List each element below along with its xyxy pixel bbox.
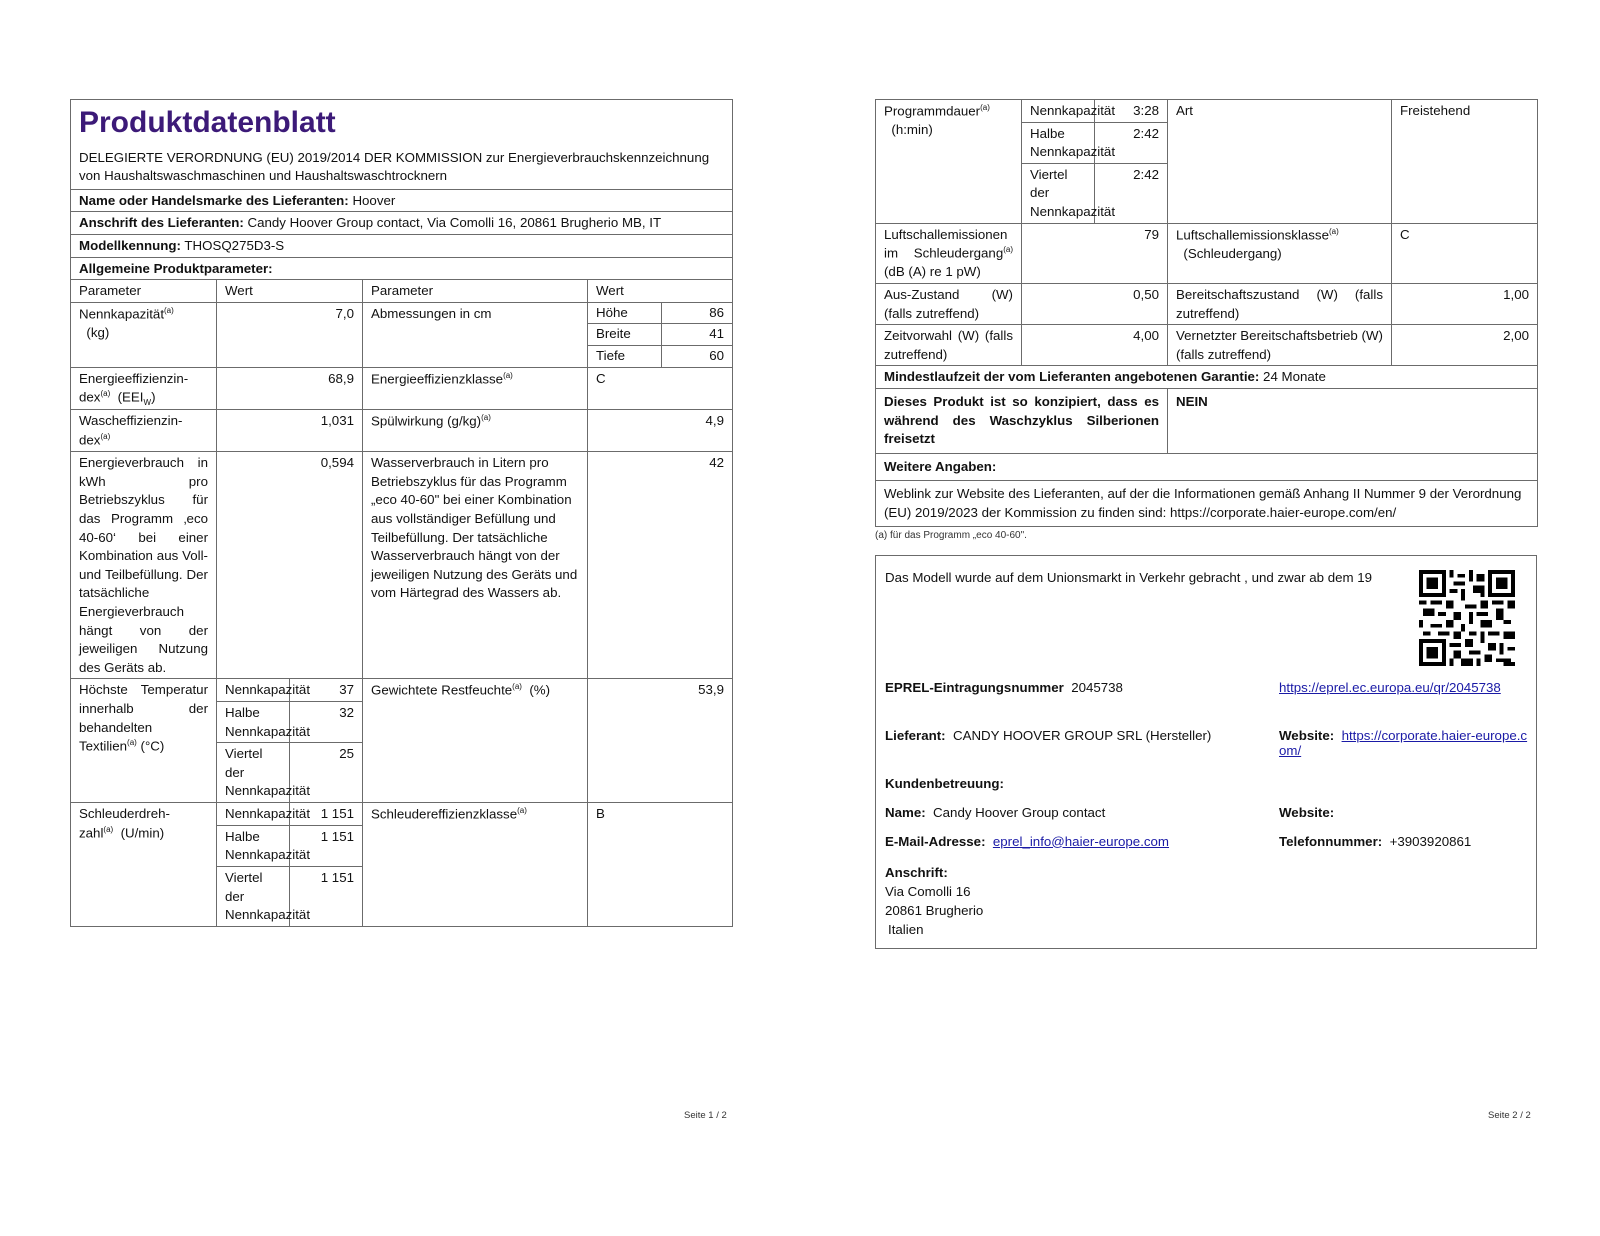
cs-phone: +3903920861 [1389, 833, 1472, 849]
supplier-name-label: Name oder Handelsmarke des Lieferanten: [79, 192, 349, 208]
duration-half-label: Halbe Nennkapazität [1022, 122, 1095, 163]
width-label: Breite [588, 324, 662, 346]
silver-ions-value: NEIN [1168, 388, 1538, 453]
energy-consumption-value: 0,594 [217, 452, 363, 679]
water-consumption-label: Wasserverbrauch in Litern pro Betriebszyklus für das Programm „eco 40-60" bei einer Kombination aus vollständiger Befüllung und Teilbefüllung. Der tatsächliche Wasserverbrauch hängt von der jeweiligen Nutzung des Geräts und vom Härtegrad des Wassers ab. [363, 452, 588, 679]
noise-class-label: Luftschallemissionsklasse$^{(a)}$ (Schleudergang) [1168, 223, 1392, 283]
noise-class-value: C [1392, 223, 1538, 283]
supplier-weblink-text: Weblink zur Website des Lieferanten, auf der die Informationen gemäß Anhang II Nummer 9 der Verordnung (EU) 2019/2023 der Kommission zu finden sind: https://corporate.haier-europe.com/en/ [876, 481, 1538, 526]
website-label: Website: [1279, 727, 1335, 743]
guarantee-label: Mindestlaufzeit der vom Lieferanten angebotenen Garantie: [884, 369, 1260, 385]
delay-start-label: Zeitvorwahl (W) (falls zutreffend) [876, 325, 1022, 366]
load-quarter-label: Viertel der Nennkapazität [217, 743, 290, 803]
energy-class-label: Energieeffizienzklasse$^{(a)}$ [363, 367, 588, 410]
cs-name-row [885, 805, 1105, 820]
temp-full-value: 37 [290, 679, 363, 702]
cs-email-label: E-Mail-Adresse: [885, 833, 986, 849]
supplier-address: Candy Hoover Group contact, Via Comolli 16, 20861 Brugherio MB, IT [247, 215, 662, 231]
eprel-info-box [875, 555, 1537, 949]
rated-capacity-value: 7,0 [217, 302, 363, 367]
page-2 [875, 99, 1537, 949]
duration-full-label: Nennkapazität [1022, 100, 1095, 123]
cs-phone-row [1279, 834, 1471, 849]
page-1 [70, 99, 732, 927]
cs-phone-label: Telefonnummer: [1279, 833, 1383, 849]
qr-code-icon [1419, 570, 1515, 666]
duration-quarter-value: 2:42 [1095, 163, 1168, 223]
spin-load-full-label: Nennkapazität [217, 803, 290, 826]
rinsing-value: 4,9 [588, 410, 733, 452]
washing-index-label: Wascheffizienzin- dex$^{(a)}$ [71, 410, 217, 452]
regulation-text: DELEGIERTE VERORDNUNG (EU) 2019/2014 DER KOMMISSION zur Energieverbrauchskennzeichnung von Haushaltswaschmaschinen und Haushaltswaschtrocknern [79, 149, 710, 184]
energy-consumption-label: Energieverbrauch in kWh pro Betriebszyklus für das Programm ‚eco 40-60‘ bei einer Kombination aus Voll- und Teilbefüllung. Der tatsächliche Energieverbrauch hängt von der jeweiligen Nutzung des Geräts ab. [71, 452, 217, 679]
footnote: (a) für das Programm „eco 40-60". [875, 529, 1027, 541]
water-consumption-value: 42 [588, 452, 733, 679]
network-standby-label: Vernetzter Bereitschaftsbetrieb (W) (falls zutreffend) [1168, 325, 1392, 366]
spin-quarter-value: 1 151 [290, 866, 363, 926]
cs-name-label: Name: [885, 804, 926, 820]
max-temperature-label: Höchste Temperatur innerhalb der behandelten Textilien$^{(a)}$ (°C) [71, 679, 217, 803]
page-2-footer: Seite 2 / 2 [1488, 1110, 1531, 1121]
product-data-table-2 [875, 99, 1538, 527]
duration-label: Programmdauer$^{(a)}$ (h:min) [876, 100, 1022, 224]
energy-class-value: C [588, 367, 733, 410]
spin-load-half-label: Halbe Nennkapazität [217, 825, 290, 866]
washing-index-value: 1,031 [217, 410, 363, 452]
eei-value: 68,9 [217, 367, 363, 410]
spin-half-value: 1 151 [290, 825, 363, 866]
type-label: Art [1168, 100, 1392, 224]
column-header-value: Wert [217, 280, 363, 303]
width-value: 41 [662, 324, 733, 346]
load-half-label: Halbe Nennkapazität [217, 702, 290, 743]
duration-quarter-label: Viertel der Nennkapazität [1022, 163, 1095, 223]
model-label: Modellkennung: [79, 237, 181, 253]
further-info-heading: Weitere Angaben: [876, 453, 1538, 481]
moisture-value: 53,9 [588, 679, 733, 803]
spin-full-value: 1 151 [290, 803, 363, 826]
supplier-label: Lieferant: [885, 727, 946, 743]
website-link[interactable]: https://corporate.haier-europe.com/ [1279, 727, 1528, 758]
cs-address-line-2: 20861 Brugherio [885, 903, 984, 919]
eprel-label: EPREL-Eintragungsnummer [885, 679, 1064, 695]
supplier-info [885, 728, 1211, 743]
supplier-address-label: Anschrift des Lieferanten: [79, 215, 244, 231]
type-value: Freistehend [1392, 100, 1538, 224]
supplier-name: Hoover [352, 192, 396, 208]
column-header-parameter-2: Parameter [363, 280, 588, 303]
height-value: 86 [662, 302, 733, 324]
cs-address-line-1: Via Comolli 16 [885, 883, 971, 899]
standby-label: Bereitschaftszustand (W) (falls zutreffend) [1168, 283, 1392, 324]
duration-half-value: 2:42 [1095, 122, 1168, 163]
standby-value: 1,00 [1392, 283, 1538, 324]
eprel-registration [885, 680, 1123, 695]
cs-email-link[interactable]: eprel_info@haier-europe.com [992, 833, 1170, 849]
eprel-link[interactable]: https://eprel.ec.europa.eu/qr/2045738 [1279, 679, 1501, 695]
dimensions-label: Abmessungen in cm [363, 302, 588, 367]
cs-website-label: Website: [1279, 804, 1335, 820]
page-title: Produktdatenblatt [79, 106, 336, 139]
rinsing-label: Spülwirkung $(g/kg)^{(a)}$ [363, 410, 588, 452]
cs-email-row [885, 834, 1169, 849]
page-1-footer: Seite 1 / 2 [684, 1110, 727, 1121]
spin-class-value: B [588, 803, 733, 927]
off-mode-label: Aus-Zustand (W) (falls zutreffend) [876, 283, 1022, 324]
load-full-label: Nennkapazität [217, 679, 290, 702]
cs-address-line-3: Italien [888, 922, 924, 938]
market-placement-text: Das Modell wurde auf dem Unionsmarkt in Verkehr gebracht , und zwar ab dem 19 [885, 569, 1373, 585]
column-header-value-2: Wert [588, 280, 733, 303]
silver-ions-label: Dieses Produkt ist so konzipiert, dass es während des Waschzyklus Silberionen freisetzt [876, 388, 1168, 453]
temp-half-value: 32 [290, 702, 363, 743]
cs-name: Candy Hoover Group contact [933, 804, 1106, 820]
model-id: THOSQ275D3-S [184, 237, 285, 253]
column-header-parameter: Parameter [71, 280, 217, 303]
general-parameters-heading: Allgemeine Produktparameter: [79, 260, 273, 276]
product-data-table [70, 99, 733, 927]
temp-quarter-value: 25 [290, 743, 363, 803]
spin-load-quarter-label: Viertel der Nennkapazität [217, 866, 290, 926]
supplier-website [1279, 728, 1534, 758]
height-label: Höhe [588, 302, 662, 324]
cs-address-block [885, 863, 983, 940]
spin-class-label: Schleudereffizienzklasse$^{(a)}$ [363, 803, 588, 927]
customer-service-heading: Kundenbetreuung: [885, 775, 1004, 791]
supplier-value: CANDY HOOVER GROUP SRL (Hersteller) [952, 727, 1212, 743]
noise-value: 79 [1022, 223, 1168, 283]
rated-capacity-label: Nennkapazität$^{(a)}$ (kg) [71, 302, 217, 367]
duration-full-value: 3:28 [1095, 100, 1168, 123]
moisture-label: Gewichtete Restfeuchte$^{(a)}$ (%) [363, 679, 588, 803]
noise-label: Luftschallemissionen im Schleudergang$^{(a)}$ (dB (A) re 1 pW) [876, 223, 1022, 283]
off-mode-value: 0,50 [1022, 283, 1168, 324]
guarantee-value: 24 Monate [1263, 369, 1326, 385]
cs-address-label: Anschrift: [885, 864, 948, 880]
eei-label: Energieeffizienzin- dex$^{(a)}$ $(EEI_W)$ [71, 367, 217, 410]
depth-label: Tiefe [588, 345, 662, 367]
eprel-number: 2045738 [1071, 679, 1123, 695]
network-standby-value: 2,00 [1392, 325, 1538, 366]
spin-speed-label: Schleuderdreh- zahl$^{(a)}$ (U/min) [71, 803, 217, 927]
delay-start-value: 4,00 [1022, 325, 1168, 366]
depth-value: 60 [662, 345, 733, 367]
